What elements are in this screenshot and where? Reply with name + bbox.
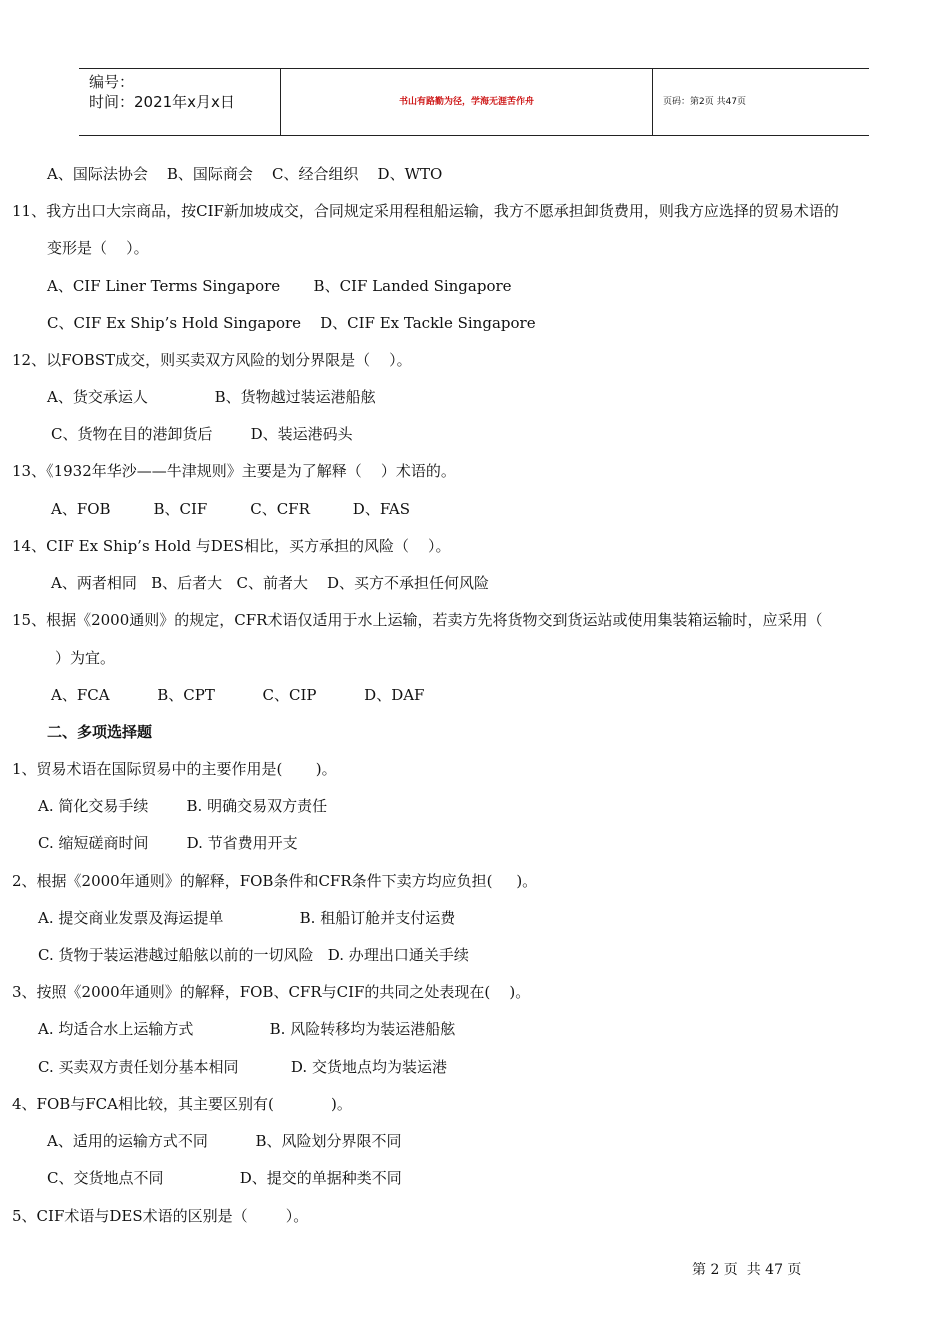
q15-options: A、FCA B、CPT C、CIP D、DAF xyxy=(51,686,425,704)
q11-options-ab: A、CIF Liner Terms Singapore B、CIF Landed Singapore xyxy=(47,277,512,295)
q10-options: A、国际法协会 B、国际商会 C、经合组织 D、WTO xyxy=(47,165,443,183)
mq2-options-cd: C. 货物于装运港越过船舷以前的一切风险 D. 办理出口通关手续 xyxy=(38,946,469,964)
q14-text: 14、CIF Ex Ship’s Hold 与DES相比，买方承担的风险（ ）。 xyxy=(12,537,451,555)
header-page-info: 页码：第2页 共47页 xyxy=(663,97,747,107)
mq3-options-cd: C. 买卖双方责任划分基本相同 D. 交货地点均为装运港 xyxy=(38,1058,447,1076)
q14-options: A、两者相同 B、后者大 C、前者大 D、买方不承担任何风险 xyxy=(51,574,490,592)
header-motto: 书山有路勤为径，学海无涯苦作舟 xyxy=(281,69,653,135)
q11-text-continued: 变形是（ ）。 xyxy=(47,239,149,257)
q15-text: 15、根据《2000通则》的规定，CFR术语仅适用于水上运输，若卖方先将货物交到货运站或使用集装箱运输时，应采用（ xyxy=(12,611,823,629)
section-heading-multiple-choice: 二、多项选择题 xyxy=(47,723,153,741)
q12-text: 12、以FOBST成交，则买卖双方风险的划分界限是（ ）。 xyxy=(12,351,412,369)
mq1-options-cd: C. 缩短磋商时间 D. 节省费用开支 xyxy=(38,834,298,852)
q12-options-ab: A、货交承运人 B、货物越过装运港船舷 xyxy=(47,388,376,406)
q15-text-continued: ）为宜。 xyxy=(55,649,116,667)
mq2-text: 2、根据《2000年通则》的解释，FOB条件和CFR条件下卖方均应负担( )。 xyxy=(12,872,538,890)
q12-options-cd: C、货物在目的港卸货后 D、装运港码头 xyxy=(51,425,353,443)
q11-options-cd: C、CIF Ex Ship’s Hold Singapore D、CIF Ex Tackle Singapore xyxy=(47,314,536,332)
mq3-options-ab: A. 均适合水上运输方式 B. 风险转移均为装运港船舷 xyxy=(38,1020,456,1038)
mq4-options-ab: A、适用的运输方式不同 B、风险划分界限不同 xyxy=(47,1132,402,1150)
mq2-options-ab: A. 提交商业发票及海运提单 B. 租船订舱并支付运费 xyxy=(38,909,456,927)
mq1-options-ab: A. 简化交易手续 B. 明确交易双方责任 xyxy=(38,797,328,815)
doc-number-label: 编号： xyxy=(89,73,135,91)
q13-text: 13、《1932年华沙——牛津规则》主要是为了解释（ ）术语的。 xyxy=(12,462,456,480)
header-meta-cell xyxy=(79,69,281,135)
doc-time-label: 时间：2021年x月x日 xyxy=(89,93,235,111)
mq3-text: 3、按照《2000年通则》的解释，FOB、CFR与CIF的共同之处表现在( )。 xyxy=(12,983,531,1001)
q11-text: 11、我方出口大宗商品，按CIF新加坡成交，合同规定采用程租船运输，我方不愿承担卸货费用，则我方应选择的贸易术语的 xyxy=(12,202,839,220)
mq4-text: 4、FOB与FCA相比较，其主要区别有( )。 xyxy=(12,1095,352,1113)
mq4-options-cd: C、交货地点不同 D、提交的单据种类不同 xyxy=(47,1169,402,1187)
page-footer: 第 2 页 共 47 页 xyxy=(692,1262,802,1278)
mq5-text: 5、CIF术语与DES术语的区别是（ ）。 xyxy=(12,1207,309,1225)
page-header xyxy=(79,68,869,136)
q13-options: A、FOB B、CIF C、CFR D、FAS xyxy=(51,500,411,518)
mq1-text: 1、贸易术语在国际贸易中的主要作用是( )。 xyxy=(12,760,337,778)
